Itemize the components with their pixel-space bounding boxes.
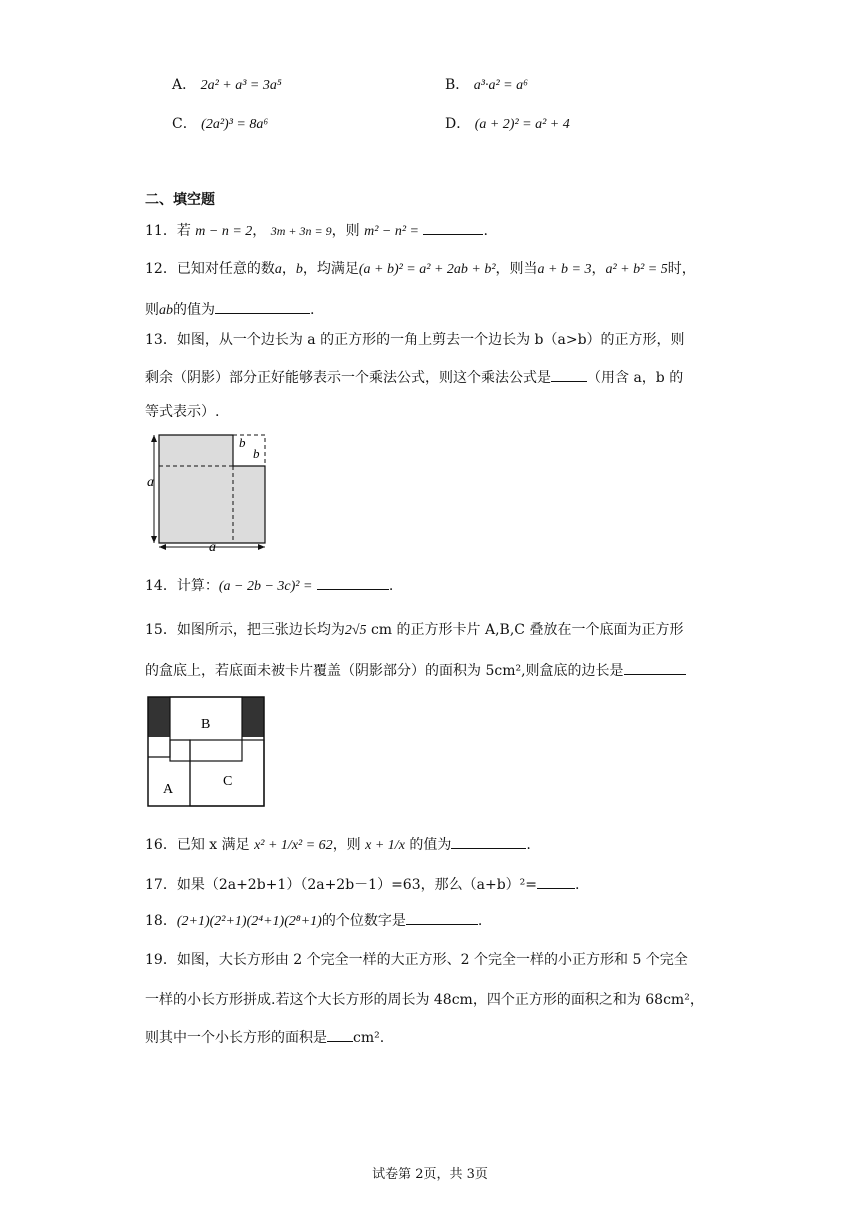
question-12-line-1 <box>145 259 745 280</box>
q11-math-2: 3m + 3n = 9 <box>270 224 332 238</box>
q12-text-6: 的值为 <box>173 302 215 318</box>
answer-blank[interactable] <box>317 575 389 590</box>
q17-end: . <box>575 877 580 893</box>
q11-end: . <box>483 223 488 239</box>
q12-var-a: a <box>274 262 282 277</box>
q10-option-c <box>172 113 268 133</box>
q12-text-2: ，均满足 <box>302 261 359 277</box>
answer-blank[interactable] <box>451 834 526 849</box>
q12-text: 已知对任意的数 <box>176 261 275 277</box>
card-label-b: B <box>201 717 211 732</box>
q12-text-4: 时， <box>667 261 696 277</box>
question-number: 16． <box>145 837 177 853</box>
shaded-region <box>159 435 265 543</box>
question-number: 14． <box>145 578 177 594</box>
q19-text-4: cm². <box>353 1030 385 1046</box>
option-label: C． <box>172 116 197 132</box>
q12-end: . <box>310 302 315 318</box>
q14-end: . <box>388 578 394 594</box>
q11-math-1: m − n = 2 <box>195 224 253 239</box>
question-number: 11． <box>145 223 177 239</box>
q15-side-length: 2√5 <box>344 623 367 638</box>
question-14 <box>145 575 745 597</box>
q18-expression: (2+1)(2²+1)(2⁴+1)(2⁸+1) <box>176 914 322 929</box>
q12-text-3: ，则当 <box>495 261 538 277</box>
page-footer: 试卷第 2页，共 3页 <box>372 1167 488 1182</box>
question-number: 17． <box>145 877 177 893</box>
question-15-line-2 <box>145 660 745 681</box>
q16-expression: x + 1/x <box>365 838 405 853</box>
arrow-left-icon <box>159 544 166 550</box>
q14-text: 计算： <box>176 578 219 594</box>
question-number: 15． <box>145 622 177 638</box>
shaded-corner-right <box>242 697 264 737</box>
option-expression: (2a²)³ = 8a⁶ <box>201 117 269 132</box>
option-label: A． <box>172 77 197 93</box>
question-19-line-1 <box>145 950 745 970</box>
answer-blank[interactable] <box>406 910 478 925</box>
q12-condition-1: a + b = 3 <box>537 262 592 277</box>
option-expression: (a + 2)² = a² + 4 <box>474 117 570 132</box>
option-expression: a³·a² = a⁶ <box>473 78 528 93</box>
q11-text: 若 <box>176 223 191 239</box>
q16-text-2: ，则 <box>332 837 361 853</box>
question-number: 13． <box>145 332 177 348</box>
option-label: B． <box>445 77 470 93</box>
question-13-line-3 <box>145 402 745 422</box>
option-label: D． <box>445 116 471 132</box>
q13-square-figure <box>143 430 273 555</box>
label-b-right: b <box>253 446 260 461</box>
question-13-line-2 <box>145 367 745 388</box>
question-15-line-1 <box>145 620 745 641</box>
q16-condition: x² + 1/x² = 62 <box>254 838 333 853</box>
card-c <box>190 740 264 806</box>
q13-text-4: 等式表示）. <box>145 404 220 420</box>
q10-option-a <box>172 74 282 94</box>
q12-text-5: 则 <box>145 302 159 318</box>
q10-option-d <box>445 113 570 133</box>
q12-var-ab: ab <box>159 303 173 318</box>
q16-text: 已知 x 满足 <box>176 837 250 853</box>
q19-text-3: 则其中一个小长方形的面积是 <box>145 1030 327 1046</box>
card-label-a: A <box>163 782 174 797</box>
q15-text-2: cm 的正方形卡片 A,B,C 叠放在一个底面为正方形 <box>366 622 684 638</box>
answer-blank[interactable] <box>624 660 686 675</box>
arrow-right-icon <box>258 544 265 550</box>
label-a-bottom: a <box>209 540 216 555</box>
answer-blank[interactable] <box>551 367 587 382</box>
q14-expression: (a − 2b − 3c)² = <box>218 579 313 594</box>
section-title: 二、填空题 <box>145 192 215 208</box>
question-11 <box>145 220 745 242</box>
shaded-corner-left <box>148 697 170 737</box>
q15-text: 如图所示，把三张边长均为 <box>176 622 345 638</box>
question-12-line-2 <box>145 299 745 321</box>
label-a-side: a <box>147 475 154 490</box>
answer-blank[interactable] <box>215 299 310 314</box>
q18-text: 的个位数字是 <box>321 913 406 929</box>
answer-blank[interactable] <box>327 1027 353 1042</box>
q16-end: . <box>526 837 531 853</box>
question-number: 12． <box>145 261 177 277</box>
q12-comma-2: ， <box>591 261 606 277</box>
q13-text-3: （用含 a，b 的 <box>587 370 684 386</box>
cut-square-outline <box>233 435 265 466</box>
question-16 <box>145 834 745 856</box>
q13-text-2: 剩余（阴影）部分正好能够表示一个乘法公式，则这个乘法公式是 <box>145 370 551 386</box>
q11-text-2: ，则 <box>331 223 360 239</box>
label-b-top: b <box>239 435 246 450</box>
question-18 <box>145 910 745 932</box>
question-13-line-1 <box>145 330 745 350</box>
question-number: 18． <box>145 913 177 929</box>
arrow-down-icon <box>151 536 157 543</box>
option-expression: 2a² + a³ = 3a⁵ <box>200 78 282 93</box>
q12-identity: (a + b)² = a² + 2ab + b² <box>358 262 496 277</box>
q19-text: 如图，大长方形由 2 个完全一样的大正方形、2 个完全一样的小正方形和 5 个完全 <box>176 952 688 968</box>
card-label-c: C <box>223 774 233 789</box>
q16-text-3: 的值为 <box>409 837 452 853</box>
q11-math-3: m² − n² = <box>364 224 419 239</box>
q15-text-3: 的盒底上，若底面未被卡片覆盖（阴影部分）的面积为 5cm²,则盒底的边长是 <box>145 663 624 679</box>
q17-text: 如果（2a+2b+1）（2a+2b－1）=63，那么（a+b）²= <box>176 877 538 893</box>
question-19-line-3 <box>145 1027 745 1048</box>
q15-cards-figure <box>146 695 268 810</box>
answer-blank[interactable] <box>423 220 483 235</box>
q12-condition-2: a² + b² = 5 <box>605 262 668 277</box>
q10-option-b <box>445 74 528 94</box>
arrow-up-icon <box>151 435 157 442</box>
q18-end: . <box>477 913 483 929</box>
q11-separator: ， <box>252 223 267 239</box>
q19-text-2: 一样的小长方形拼成.若这个大长方形的周长为 48cm，四个正方形的面积之和为 68cm²， <box>145 992 704 1008</box>
question-number: 19． <box>145 952 177 968</box>
q13-text: 如图，从一个边长为 a 的正方形的一角上剪去一个边长为 b（a>b）的正方形，则 <box>176 332 685 348</box>
q12-comma: ， <box>281 261 296 277</box>
question-19-line-2 <box>145 990 745 1010</box>
q12-var-b: b <box>295 262 303 277</box>
question-17 <box>145 874 745 895</box>
answer-blank[interactable] <box>537 874 575 889</box>
